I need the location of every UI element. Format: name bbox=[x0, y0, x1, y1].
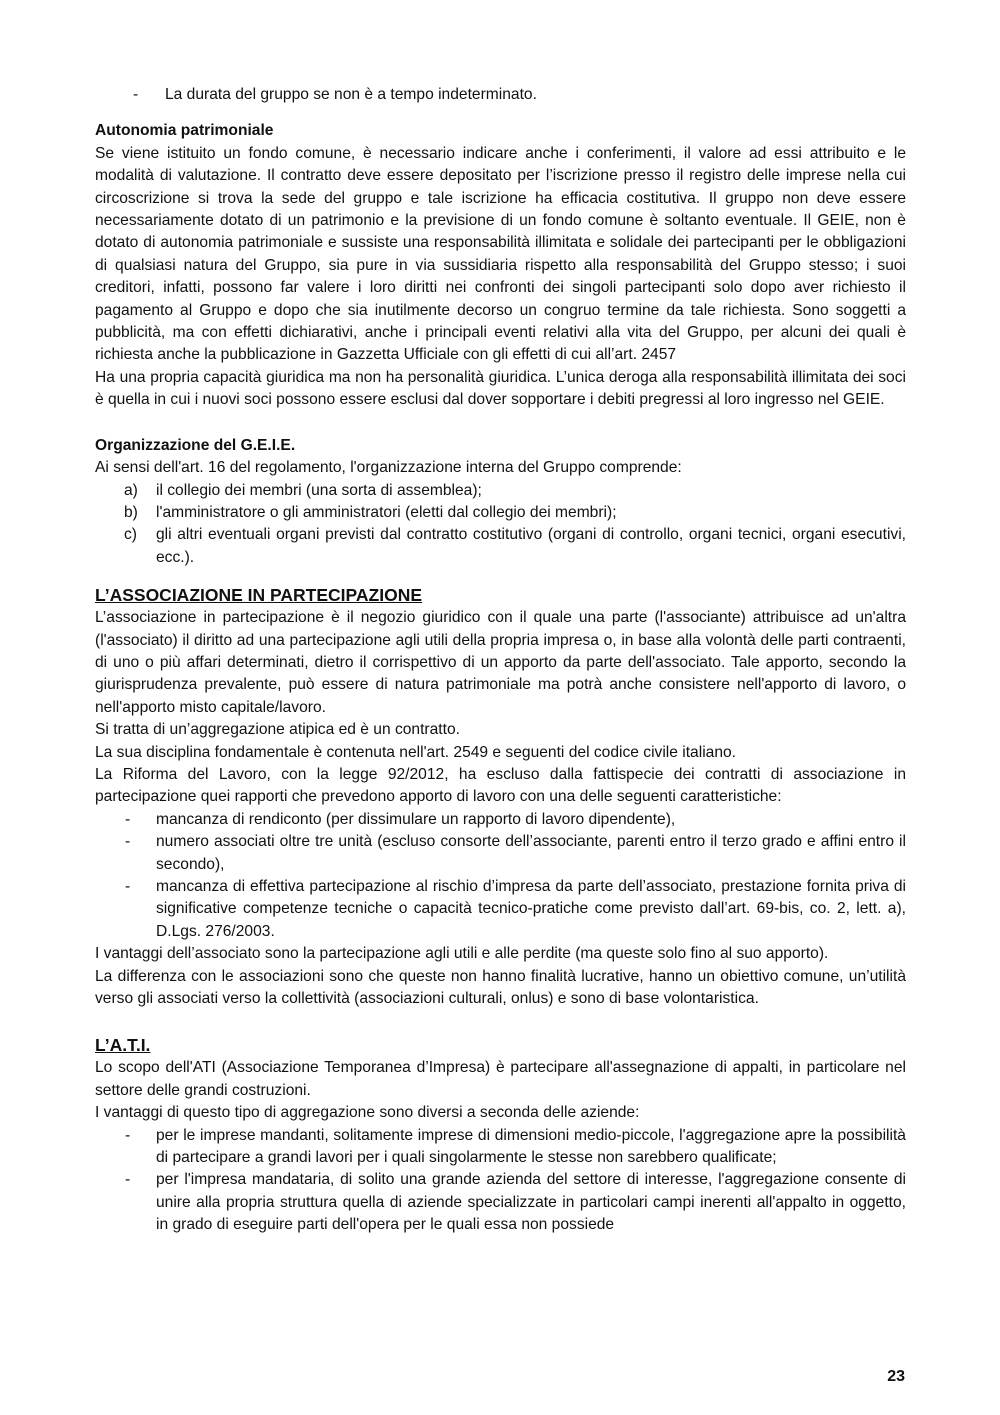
list-item-text: gli altri eventuali organi previsti dal contratto costitutivo (organi di controllo, organi tecnici, organi esecutivi, ecc.). bbox=[156, 526, 906, 566]
list-item bbox=[95, 524, 906, 569]
list-item bbox=[95, 876, 906, 943]
document-page bbox=[95, 84, 906, 1237]
section-heading-associazione: L’ASSOCIAZIONE IN PARTECIPAZIONE bbox=[95, 585, 423, 606]
list-item-text: numero associati oltre tre unità (escluso consorte dell’associante, parenti entro il terzo grado e affini entro il secondo), bbox=[156, 833, 906, 873]
section-heading-organizzazione: Organizzazione del G.E.I.E. bbox=[95, 436, 296, 454]
dash-marker: - bbox=[125, 810, 131, 828]
list-item bbox=[95, 1125, 906, 1170]
dash-marker: - bbox=[133, 86, 139, 103]
list-item-text: La durata del gruppo se non è a tempo indeterminato. bbox=[165, 86, 537, 103]
list-item-text: per le imprese mandanti, solitamente imprese di dimensioni medio-piccole, l'aggregazione apre la possibilità di partecipare a grandi lavori per i quali singolarmente le stesse non sarebbero qualificate; bbox=[156, 1126, 906, 1167]
paragraph: I vantaggi dell’associato sono la partecipazione agli utili e alle perdite (ma queste solo fino al suo apporto). bbox=[95, 945, 829, 963]
paragraph: Se viene istituito un fondo comune, è necessario indicare anche i conferimenti, il valore ad essi attribuito e le modalità di valutazione. Il contratto deve essere depositato per l’iscrizione presso il registro delle imprese nella cui circoscrizione si trova la sede del gruppo e tale iscrizione ha efficacia costitutiva. Il gruppo non deve essere necessariamente dotato di un patrimonio e la previsione di un fondo comune è soltanto eventuale. Il GEIE, non è dotato di autonomia patrimoniale e sussiste una responsabilità illimitata e solidale dei partecipanti per le obbligazioni di qualsiasi natura del Gruppo, sia pure in via sussidiaria rispetto alla responsabilità del Gruppo stesso; i suoi creditori, infatti, possono far valere i loro diritti nei confronti dei singoli partecipanti solo dopo aver richiesto il pagamento al Gruppo e dopo che sia inutilmente decorso un congruo termine da tale richiesta. Sono soggetti a pubblicità, ma con effetti dichiarativi, anche i principali eventi relativi alla vita del Gruppo, per alcuni dei quali è richiesta anche la pubblicazione in Gazzetta Ufficiale con gli effetti di cui all’art. 2457 bbox=[95, 144, 906, 364]
page-number: 23 bbox=[887, 1368, 905, 1385]
organizzazione-list bbox=[95, 480, 906, 570]
associazione-list bbox=[95, 809, 906, 943]
section-heading-autonomia: Autonomia patrimoniale bbox=[95, 122, 274, 140]
list-item-text: il collegio dei membri (una sorta di assemblea); bbox=[156, 481, 482, 499]
list-item bbox=[95, 84, 906, 106]
list-item bbox=[95, 502, 906, 524]
paragraph: Si tratta di un’aggregazione atipica ed è un contratto. bbox=[95, 721, 460, 739]
dash-marker: - bbox=[125, 878, 131, 895]
paragraph: L’associazione in partecipazione è il negozio giuridico con il quale una parte (l'associante) attribuisce ad un'altra (l'associato) il diritto ad una partecipazione agli utili della propria impresa o, in base alla volontà delle parti contraenti, di uno o più affari determinati, dietro il corrispettivo di un apporto da parte dell'associato. Tale apporto, secondo la giurisprudenza prevalente, può essere di natura patrimoniale ma potrà anche consistere nell'apporto di lavoro, o nell'apporto misto capitale/lavoro. bbox=[95, 609, 906, 716]
section-heading-ati: L’A.T.I. bbox=[95, 1035, 151, 1056]
list-item-text: l'amministratore o gli amministratori (eletti dal collegio dei membri); bbox=[156, 503, 617, 521]
list-marker: c) bbox=[124, 526, 137, 544]
list-item-text: per l'impresa mandataria, di solito una grande azienda del settore di interesse, l'aggregazione consente di unire alla propria struttura quella di aziende specializzate in particolari campi inerenti all'appalto in oggetto, in grado di eseguire parti dell'opera per le quali essa non possiede bbox=[156, 1171, 906, 1234]
list-item bbox=[95, 480, 906, 502]
list-marker: a) bbox=[124, 481, 138, 499]
list-item-text: mancanza di effettiva partecipazione al rischio d’impresa da parte dell’associato, prestazione fornita priva di significative competenze tecniche o capacità tecnico-pratiche come previsto dall’art. 69-bis, co. 2, lett. a), D.Lgs. 276/2003. bbox=[156, 878, 906, 940]
paragraph: La sua disciplina fondamentale è contenuta nell'art. 2549 e seguenti del codice civile italiano. bbox=[95, 743, 737, 761]
paragraph: Ha una propria capacità giuridica ma non ha personalità giuridica. L’unica deroga alla responsabilità illimitata dei soci è quella in cui i nuovi soci possono essere esclusi dal dover sopportare i debiti pregressi al loro ingresso nel GEIE. bbox=[95, 368, 906, 409]
paragraph: Lo scopo dell'ATI (Associazione Temporanea d’Impresa) è partecipare all'assegnazione di appalti, in particolare nel settore delle grandi costruzioni. bbox=[95, 1059, 906, 1099]
ati-list bbox=[95, 1125, 906, 1237]
paragraph: I vantaggi di questo tipo di aggregazione sono diversi a seconda delle aziende: bbox=[95, 1104, 640, 1122]
list-item-text: mancanza di rendiconto (per dissimulare un rapporto di lavoro dipendente), bbox=[156, 810, 676, 828]
dash-marker: - bbox=[125, 833, 131, 851]
dash-marker: - bbox=[125, 1126, 131, 1144]
paragraph: Ai sensi dell'art. 16 del regolamento, l'organizzazione interna del Gruppo comprende: bbox=[95, 459, 682, 477]
intro-list bbox=[95, 84, 906, 106]
list-item bbox=[95, 1169, 906, 1236]
dash-marker: - bbox=[125, 1171, 131, 1189]
paragraph: La Riforma del Lavoro, con la legge 92/2012, ha escluso dalla fattispecie dei contratti di associazione in partecipazione quei rapporti che prevedono apporto di lavoro con una delle seguenti caratteristiche: bbox=[95, 765, 906, 806]
list-item bbox=[95, 809, 906, 831]
list-item bbox=[95, 831, 906, 876]
list-marker: b) bbox=[124, 503, 138, 521]
paragraph: La differenza con le associazioni sono che queste non hanno finalità lucrative, hanno un obiettivo comune, un’utilità verso gli associati verso la collettività (associazioni culturali, onlus) e sono di base volontaristica. bbox=[95, 967, 906, 1008]
